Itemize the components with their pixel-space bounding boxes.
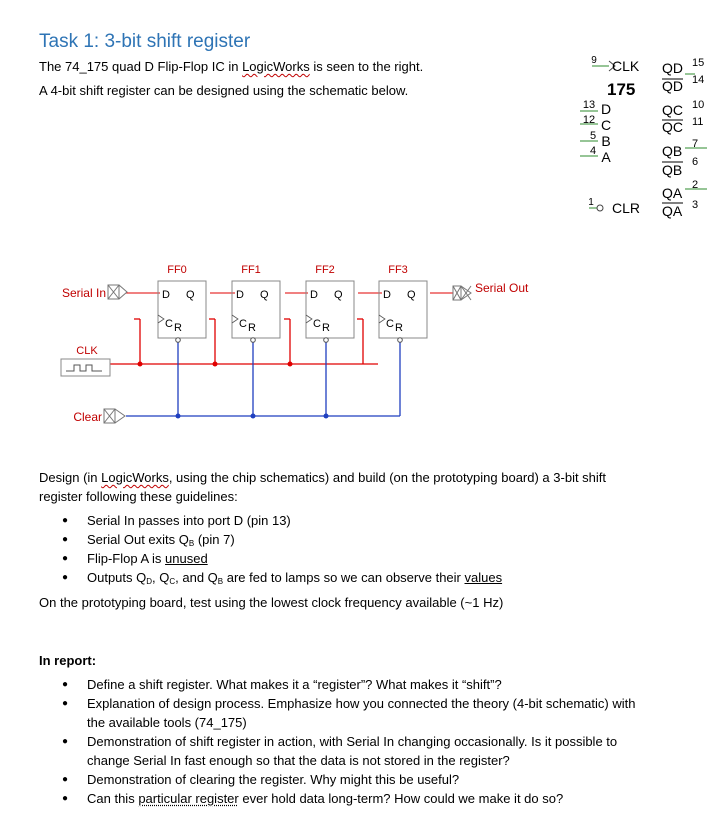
ff0-q: Q	[186, 289, 195, 301]
list-item-continuation: change Serial In fast enough so that the data is not stored in the register?	[87, 753, 510, 768]
list-item-continuation: the available tools (74_175)	[87, 715, 247, 730]
pin-13: 13	[582, 99, 596, 111]
shift-register-schematic	[50, 255, 560, 435]
serial-out-terminal-icon	[453, 286, 471, 300]
pin-3: 3	[692, 199, 699, 211]
ff2-label: FF2	[315, 264, 335, 276]
ff3-q: Q	[407, 289, 416, 301]
ff3-r: R	[395, 322, 403, 334]
serial-out-label: Serial Out	[475, 281, 529, 295]
output-qa: QA	[662, 185, 683, 201]
list-item: ● Define a shift register. What makes it a “register”? What makes it “shift”?	[39, 675, 635, 694]
clr-bubble-icon	[597, 205, 603, 211]
output-qb-bar: QB	[662, 162, 683, 178]
pin-7: 7	[692, 138, 699, 150]
clr-label: CLR	[612, 200, 641, 216]
clear-junction	[251, 414, 256, 419]
report-heading: In report:	[39, 653, 97, 668]
page-title: Task 1: 3-bit shift register	[39, 31, 251, 52]
ff1-r: R	[248, 322, 256, 334]
serial-in-label: Serial In	[61, 286, 106, 300]
clr-pin: 1	[588, 197, 594, 208]
clk-source-label: CLK	[76, 345, 98, 357]
ff1-c: C	[239, 318, 247, 330]
ic-74175-symbol	[575, 50, 715, 225]
report-list	[39, 675, 635, 808]
clear-terminal-icon	[104, 409, 125, 423]
ff3-label: FF3	[388, 264, 408, 276]
pin-12: 12	[582, 114, 596, 126]
clk-label: CLK	[612, 58, 640, 74]
clock-junction	[288, 362, 293, 367]
clock-waveform-icon	[66, 365, 102, 371]
ff2-d: D	[310, 289, 318, 301]
ff0-label: FF0	[167, 264, 187, 276]
clock-junction	[213, 362, 218, 367]
intro-line-2: A 4-bit shift register can be designed using the schematic below.	[39, 83, 409, 98]
list-item: ● Demonstration of clearing the register. Why might this be useful?	[39, 770, 635, 789]
list-item: ● Can this particular register ever hold data long-term? How could we make it do so?	[39, 789, 635, 808]
clear-junction	[324, 414, 329, 419]
clear-junction	[176, 414, 181, 419]
ff1-label: FF1	[241, 264, 261, 276]
pin-4: 4	[589, 145, 597, 157]
intro-line-1: The 74_175 quad D Flip-Flop IC in LogicWorks is seen to the right.	[39, 59, 424, 74]
output-qb: QB	[662, 143, 683, 159]
ff2-r: R	[322, 322, 330, 334]
input-a-label: A	[601, 149, 611, 165]
input-d-label: D	[600, 101, 612, 117]
clock-junction	[138, 362, 143, 367]
list-item: ● Serial In passes into port D (pin 13)	[39, 511, 502, 530]
pin-15: 15	[692, 57, 705, 69]
serial-in-terminal-icon	[108, 285, 127, 299]
list-item: ● Explanation of design process. Emphasize how you connected the theory (4-bit schematic) with	[39, 694, 635, 713]
clk-pin: 9	[591, 55, 597, 66]
output-qd-bar: QD	[662, 78, 683, 94]
design-line-1: Design (in LogicWorks, using the chip schematics) and build (on the prototyping board) a 3-bit shift	[39, 470, 607, 485]
pin-2: 2	[692, 179, 699, 191]
output-qd: QD	[662, 60, 683, 76]
list-item: ● Outputs $Q_D$, $Q_C$, and $Q_B$ are fed to lamps so we can observe their values	[39, 568, 502, 587]
pin-14: 14	[692, 74, 705, 86]
pin-10: 10	[692, 99, 705, 111]
ff0-r: R	[174, 322, 182, 334]
chip-name: 175	[607, 80, 636, 99]
output-qc-bar: QC	[662, 119, 683, 135]
clear-wire	[126, 340, 400, 416]
ff3-c: C	[386, 318, 394, 330]
pin-6: 6	[692, 156, 699, 168]
ff1-d: D	[236, 289, 244, 301]
guidelines-list	[39, 511, 502, 587]
output-qa-bar: QA	[662, 203, 683, 219]
ff3-d: D	[383, 289, 391, 301]
input-c-label: C	[600, 117, 612, 133]
pin-5: 5	[589, 130, 597, 142]
list-item: ● Serial Out exits $Q_B$ (pin 7)	[39, 530, 502, 549]
test-instructions: On the prototyping board, test using the lowest clock frequency available (~1 Hz)	[39, 595, 504, 610]
list-item: ● Demonstration of shift register in action, with Serial In changing occasionally. Is it possible to	[39, 732, 635, 751]
input-b-label: B	[601, 133, 611, 149]
ff0-d: D	[162, 289, 170, 301]
pin-11: 11	[692, 116, 704, 128]
clear-label: Clear	[73, 410, 102, 424]
design-line-2: register following these guidelines:	[39, 489, 238, 504]
ff0-c: C	[165, 318, 173, 330]
list-item: ● Flip-Flop A is unused	[39, 549, 502, 568]
ff1-q: Q	[260, 289, 269, 301]
output-qc: QC	[662, 102, 683, 118]
ff2-q: Q	[334, 289, 343, 301]
ff2-c: C	[313, 318, 321, 330]
